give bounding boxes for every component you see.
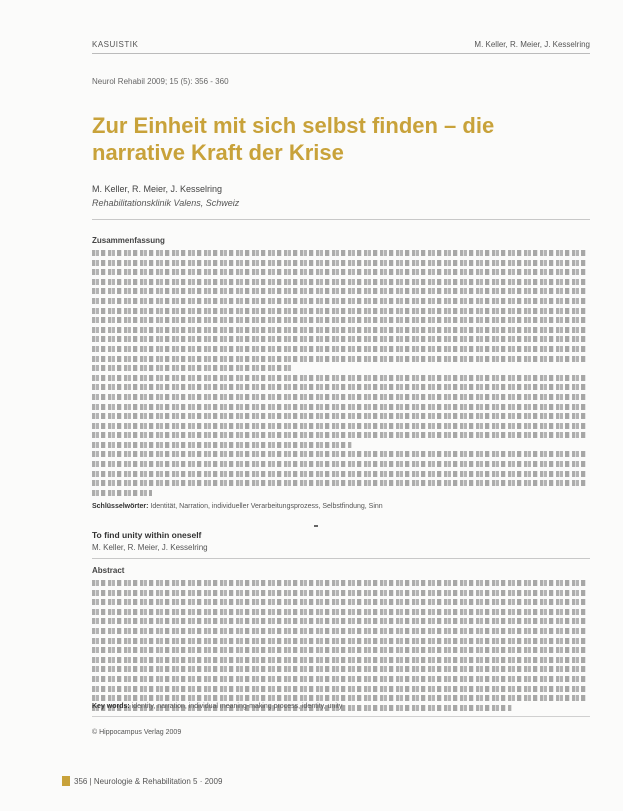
text-line (92, 666, 588, 672)
text-line (92, 638, 588, 644)
section-label: KASUISTIK (92, 40, 139, 49)
text-line (92, 384, 588, 390)
text-line (92, 628, 588, 634)
keywords-en (92, 703, 588, 710)
text-line (92, 356, 588, 362)
separator-mark (314, 525, 318, 527)
text-line (92, 599, 588, 605)
text-line (92, 695, 588, 701)
text-line (92, 609, 588, 615)
text-line (92, 647, 588, 653)
abstract-body-en (92, 580, 588, 714)
text-line (92, 590, 588, 596)
keywords-label-en: Key words: (92, 703, 130, 710)
article-title: Zur Einheit mit sich selbst finden – die narrative Kraft der Krise (92, 113, 495, 165)
footer-accent-bar (62, 776, 70, 786)
text-line (92, 308, 588, 314)
text-line (92, 471, 588, 477)
text-line (92, 260, 588, 266)
affiliation: Rehabilitationsklinik Valens, Schweiz (92, 198, 240, 208)
divider-top (92, 219, 590, 220)
text-line (92, 317, 588, 323)
text-line (92, 288, 588, 294)
divider-middle (92, 558, 590, 559)
text-line (92, 490, 152, 496)
keywords-text-en: identity, narration, individual meaning-making process, identity, unity (131, 703, 343, 710)
keywords-label-de: Schlüsselwörter: (92, 503, 149, 510)
authors: M. Keller, R. Meier, J. Kesselring (92, 184, 223, 194)
abstract-body-de (92, 250, 588, 499)
text-line (92, 480, 588, 486)
divider-bottom (92, 716, 590, 717)
text-line (92, 336, 588, 342)
text-line (92, 346, 588, 352)
text-line (92, 413, 588, 419)
text-line (92, 250, 588, 256)
text-line (92, 618, 588, 624)
text-line (92, 269, 588, 275)
running-head-authors: M. Keller, R. Meier, J. Kesselring (474, 40, 590, 49)
text-line (92, 375, 588, 381)
text-line (92, 657, 588, 663)
keywords-text-de: Identität, Narration, individueller Verarbeitungsprozess, Selbstfindung, Sinn (150, 503, 383, 510)
text-line (92, 442, 352, 448)
text-line (92, 298, 588, 304)
text-line (92, 394, 588, 400)
keywords-de (92, 503, 588, 510)
header-divider (92, 53, 590, 54)
english-title: To find unity within oneself (92, 530, 202, 540)
abstract-heading-de: Zusammenfassung (92, 236, 165, 245)
text-line (92, 327, 588, 333)
text-line (92, 461, 588, 467)
citation: Neurol Rehabil 2009; 15 (5): 356 - 360 (92, 77, 229, 86)
text-line (92, 676, 588, 682)
copyright: © Hippocampus Verlag 2009 (92, 729, 182, 736)
english-authors: M. Keller, R. Meier, J. Kesselring (92, 543, 208, 552)
page-footer: 356 | Neurologie & Rehabilitation 5 · 2009 (74, 777, 223, 786)
text-line (92, 404, 588, 410)
text-line (92, 451, 588, 457)
text-line (92, 432, 588, 438)
text-line (92, 686, 588, 692)
text-line (92, 423, 588, 429)
text-line (92, 365, 292, 371)
abstract-heading-en: Abstract (92, 566, 125, 575)
text-line (92, 580, 588, 586)
text-line (92, 279, 588, 285)
